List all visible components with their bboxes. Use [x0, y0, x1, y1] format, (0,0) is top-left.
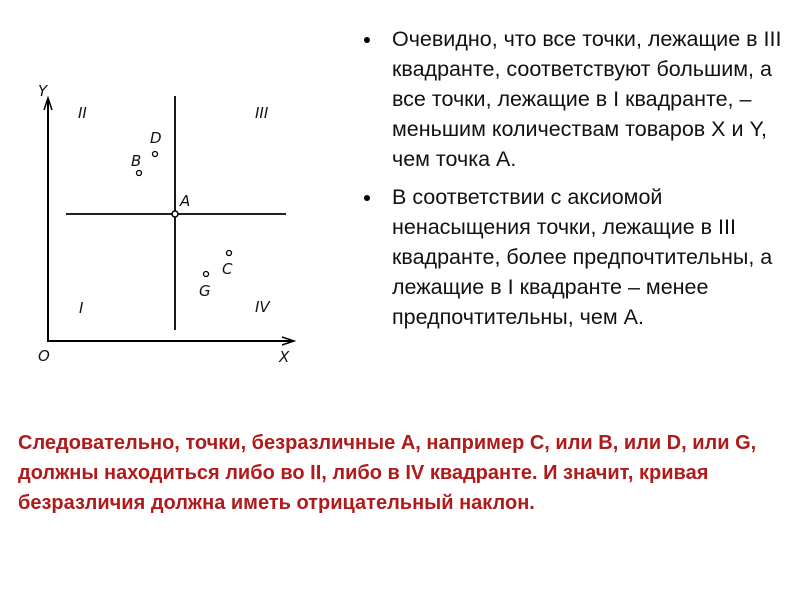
- point-g-marker: [204, 272, 209, 277]
- point-a-label: A: [180, 192, 191, 210]
- point-d-marker: [153, 152, 158, 157]
- point-c-label: C: [222, 260, 233, 278]
- bullet-text: В соответствии с аксиомой ненасыщения точки, лежащие в III квадранте, более предпочтительны, а лежащие в I квадранте – менее предпочтительны, чем A.: [392, 185, 773, 329]
- point-b-marker: [137, 171, 142, 176]
- point-c-marker: [227, 251, 232, 256]
- point-a-marker: [172, 211, 178, 217]
- point-d-label: D: [150, 129, 162, 147]
- x-axis-label: X: [279, 348, 290, 366]
- quadrant-i-label: I: [79, 299, 84, 317]
- bullet-item: [362, 182, 782, 332]
- quadrant-ii-label: II: [78, 104, 87, 122]
- bullet-text: Очевидно, что все точки, лежащие в III квадранте, соответствуют большим, а все точки, лежащие в I квадранте, – меньшим количествам товаров X и Y, чем точка A.: [392, 27, 782, 171]
- origin-label: O: [38, 347, 50, 365]
- quadrant-iii-label: III: [255, 104, 269, 122]
- bullet-dot-icon: [364, 195, 370, 201]
- indifference-diagram: [0, 0, 350, 390]
- quadrant-iv-label: IV: [255, 298, 270, 316]
- bullet-item: [362, 24, 782, 174]
- point-b-label: B: [131, 152, 142, 170]
- y-axis-label: Y: [38, 82, 48, 100]
- point-g-label: G: [199, 282, 211, 300]
- conclusion-text: Следовательно, точки, безразличные A, например C, или B, или D, или G, должны находиться либо во II, либо в IV квадранте. И значит, кривая безразличия должна иметь отрицательный наклон.: [18, 432, 757, 514]
- bullet-list: [362, 24, 782, 332]
- bullet-dot-icon: [364, 37, 370, 43]
